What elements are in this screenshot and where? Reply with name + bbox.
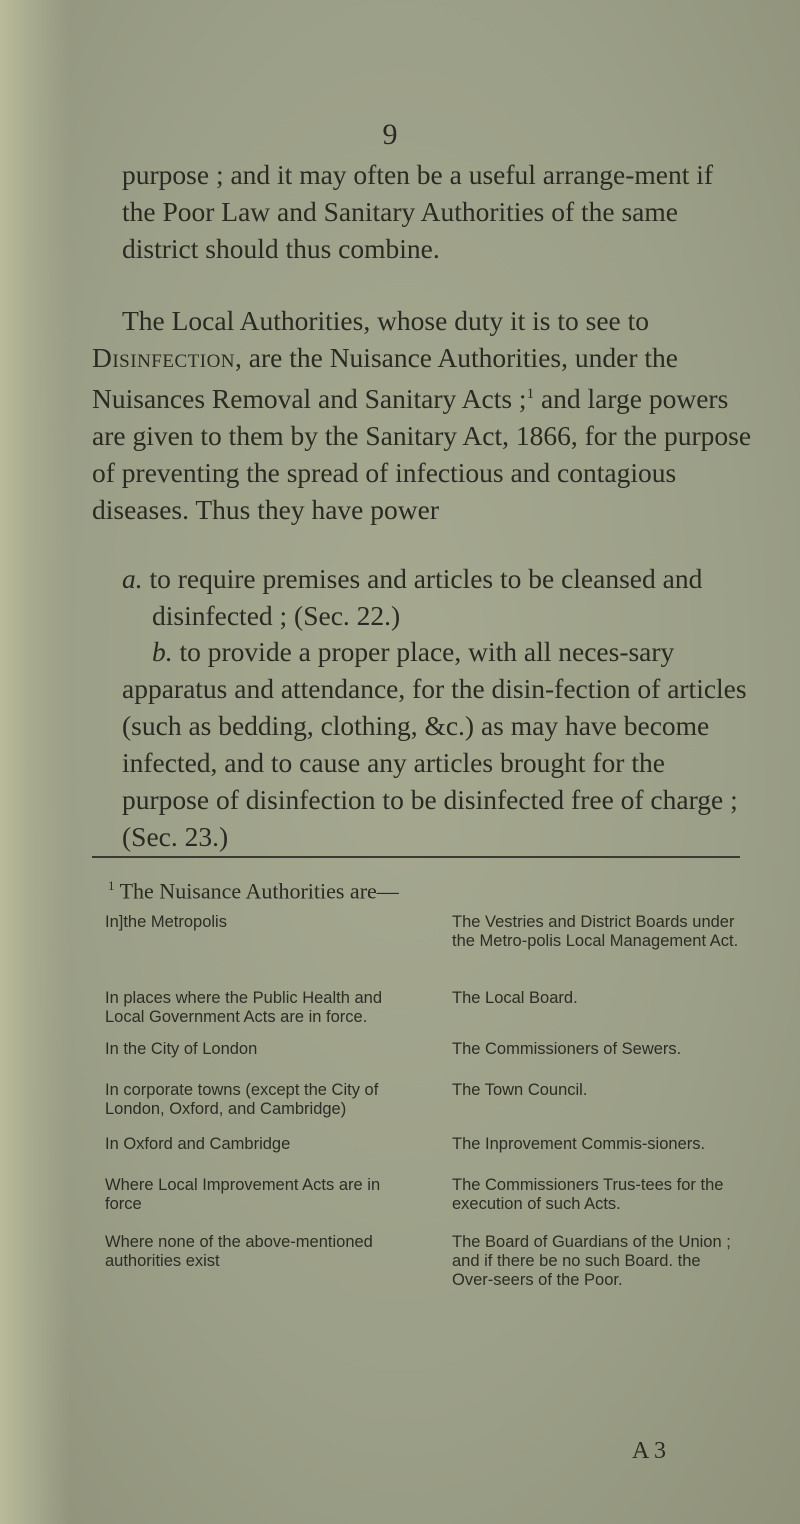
signature-mark: A 3 [632, 1438, 667, 1464]
item-label: a. [122, 563, 143, 594]
footnote-left-1: In places where the Public Health and Local Government Acts are in force. [105, 989, 383, 1026]
footnote-right-2: The Commissioners of Sewers. [452, 1040, 682, 1058]
page-number: 9 [382, 118, 398, 151]
footnote-left-5: Where Local Improvement Acts are in force [105, 1176, 381, 1213]
paragraph-continuation: purpose ; and it may often be a useful arrange-ment if the Poor Law and Sanitary Authorities of the same district should thus combine. [122, 159, 714, 264]
footnote-heading [108, 872, 399, 905]
term-disinfection: Disinfection [92, 342, 236, 373]
item-label: b. [152, 636, 173, 667]
footnote-left-6: Where none of the above-mentioned authorities exist [105, 1233, 373, 1270]
footnote-right-6: The Board of Guardians of the Union ; and if there be no such Board. the Over-seers of the Poor. [452, 1233, 731, 1289]
footnote-divider [92, 856, 740, 858]
paragraph-local-authorities [92, 302, 752, 528]
footnote-right-1: The Local Board. [452, 989, 578, 1007]
footnote-left-3: In corporate towns (except the City of London, Oxford, and Cambridge) [105, 1081, 379, 1118]
footnote-right-4: The Inprovement Commis-sioners. [452, 1135, 706, 1153]
text-run: and large powers are given to them by the Sanitary Act, 1866, for the purpose of preventing the spread of infectious and contagious diseases. Thus they have power [92, 383, 752, 526]
footnote-left-2: In the City of London [105, 1040, 258, 1058]
footnote-right-3: The Town Council. [452, 1081, 588, 1099]
text-run: , are the Nuisance Authorities, under the Nuisances Removal and Sanitary Acts ; [92, 342, 678, 415]
item-text: to require premises and articles to be cleansed and disinfected ; (Sec. 22.) [142, 563, 703, 631]
footnote-marker: 1 [108, 878, 115, 893]
footnote-right-0: The Vestries and District Boards under the Metro-polis Local Management Act. [452, 913, 739, 950]
page-edge-shadow [0, 0, 70, 1524]
text-run: The Local Authorities, whose duty it is to see to [122, 305, 649, 336]
footnote-right-5: The Commissioners Trus-tees for the execution of such Acts. [452, 1176, 724, 1213]
footnote-ref: 1 [526, 386, 535, 402]
footnote-left-0: In]the Metropolis [105, 913, 227, 931]
list-item-b [92, 633, 752, 855]
footnote-heading-text: The Nuisance Authorities are— [114, 878, 399, 904]
list-item-a [92, 560, 752, 634]
item-text: to provide a proper place, with all neces-sary apparatus and attendance, for the disin-fection of articles (such as bedding, clothing, &c.) as may have become infected, and to cause any articles brought for the purpose of disinfection to be disinfected free of charge ; (Sec. 23.) [122, 636, 747, 852]
footnote-left-4: In Oxford and Cambridge [105, 1135, 291, 1153]
